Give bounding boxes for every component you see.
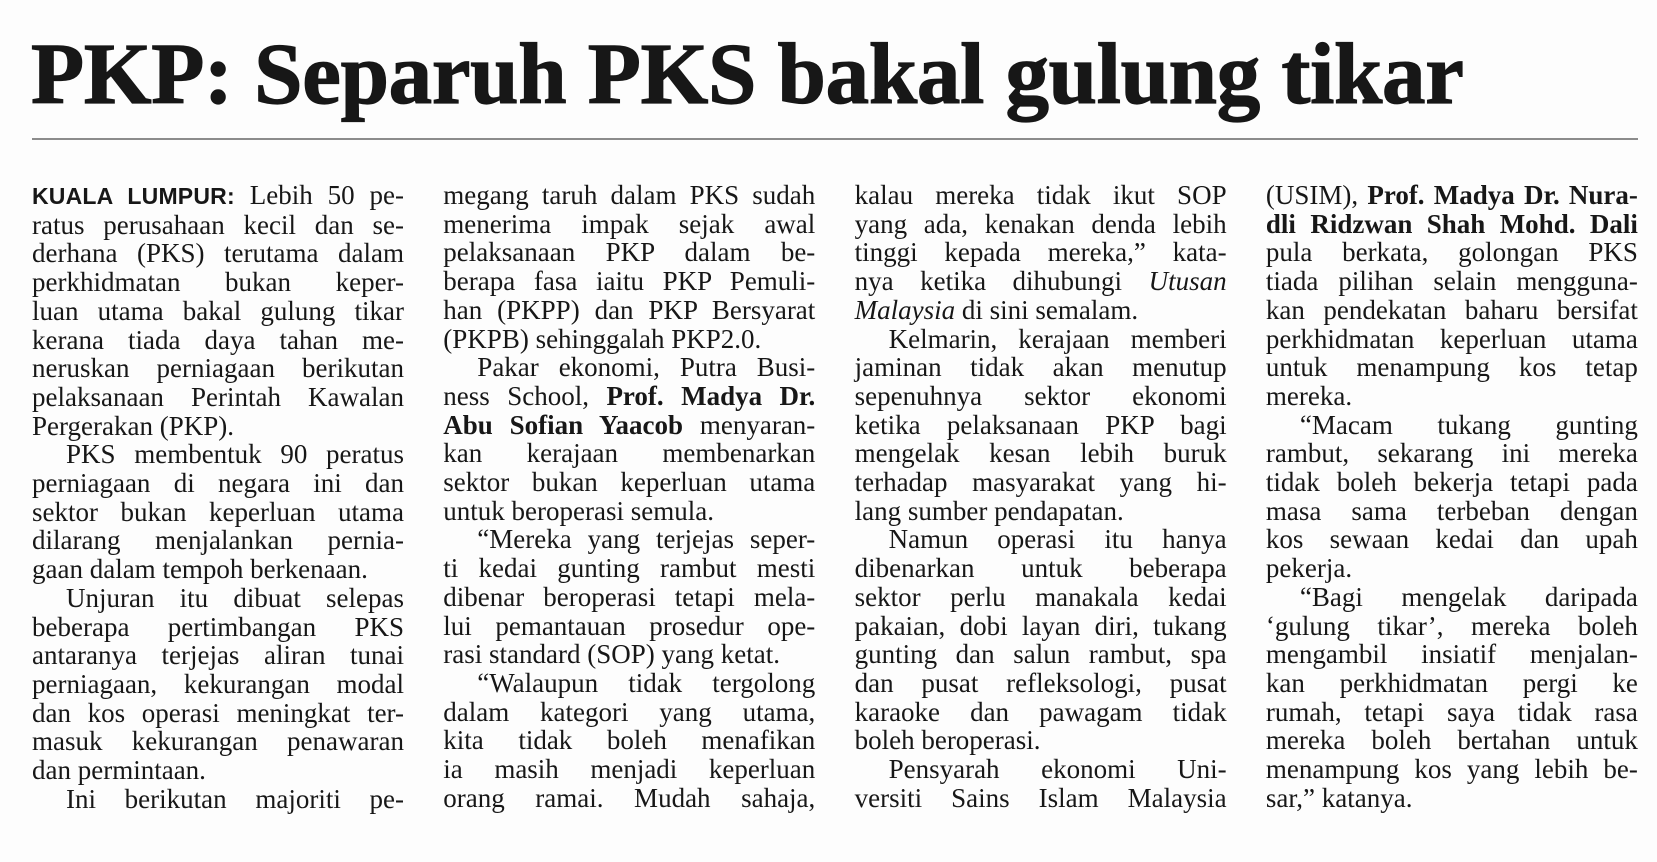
- text-line: jaminan tidak akan menutup: [854, 352, 1227, 383]
- text-line: ‘gulung tikar’, mereka boleh: [1265, 610, 1638, 641]
- text-line: “Mereka yang terjejas seper-: [477, 524, 816, 555]
- text-line: mengelak kesan lebih buruk: [854, 438, 1227, 469]
- text-line: berapa fasa iaitu PKP Pemuli-: [443, 266, 816, 297]
- text-line: dan kos operasi meningkat ter-: [32, 697, 404, 728]
- text-line: pakaian, dobi layan diri, tukang: [854, 610, 1227, 641]
- text-line: Unjuran itu dibuat selepas: [66, 582, 404, 613]
- text-line: “Bagi mengelak daripada: [1299, 581, 1638, 612]
- text-line: “Walaupun tidak tergolong: [477, 667, 816, 698]
- text-line: ketika pelaksanaan PKP bagi: [854, 409, 1227, 440]
- text-run: (USIM),: [1265, 180, 1368, 210]
- article-body: [32, 181, 1638, 813]
- text-line: mengambil insiatif menjalan-: [1265, 639, 1638, 670]
- article-paragraph: [443, 525, 815, 669]
- text-line: [1266, 210, 1638, 239]
- text-line: han (PKPP) dan PKP Bersyarat: [443, 294, 816, 325]
- text-line: rasi standard (SOP) yang ketat.: [443, 639, 780, 670]
- text-line: dilarang menjalankan pernia-: [32, 525, 404, 556]
- text-line: Pakar ekonomi, Putra Busi-: [477, 352, 816, 383]
- article-paragraph: [1266, 411, 1638, 583]
- text-line: kan perkhidmatan pergi ke: [1265, 667, 1638, 698]
- text-line: Kelmarin, kerajaan memberi: [888, 323, 1227, 354]
- text-line: PKS membentuk 90 peratus: [66, 439, 404, 470]
- article-column: [443, 181, 815, 813]
- text-line: gaan dalam tempoh berkenaan.: [32, 554, 368, 585]
- text-line: kan pendekatan baharu bersifat: [1265, 294, 1638, 325]
- bold-text: dli Ridzwan Shah Mohd. Dali: [1265, 208, 1638, 239]
- text-line: sektor perlu manakala kedai: [854, 581, 1227, 612]
- text-line: tiada pilihan selain mengguna-: [1265, 266, 1638, 297]
- text-line: Ini berikutan majoriti pe-: [66, 783, 404, 814]
- text-line: menampung kos yang lebih be-: [1265, 754, 1638, 785]
- text-line: pula berkata, golongan PKS: [1265, 237, 1638, 268]
- text-line: gunting dan salun rambut, spa: [854, 639, 1227, 670]
- text-line: ia masih menjadi keperluan: [443, 754, 816, 785]
- text-line: pekerja.: [1265, 553, 1353, 584]
- headline-rule: [32, 138, 1638, 140]
- text-line: kita tidak boleh menafikan: [443, 725, 816, 756]
- text-run: Lebih 50 pe-: [234, 180, 404, 210]
- bold-text: Prof. Madya Dr. Nura-: [1367, 180, 1638, 210]
- text-line: ratus perusahaan kecil dan se-: [32, 209, 404, 240]
- text-line: pelaksanaan PKP dalam be-: [443, 237, 816, 268]
- text-run: nya ketika dihubungi: [854, 266, 1149, 297]
- text-line: boleh beroperasi.: [854, 725, 1041, 756]
- text-line: neruskan perniagaan berikutan: [32, 353, 404, 384]
- bold-text: Prof. Madya Dr.: [606, 380, 816, 411]
- text-line: [32, 181, 404, 211]
- article-column: [1266, 181, 1638, 813]
- text-line: lui pemantauan prosedur ope-: [443, 610, 816, 641]
- article-paragraph: [443, 181, 815, 353]
- article-column: [855, 181, 1227, 813]
- text-line: beberapa pertimbangan PKS: [32, 611, 404, 642]
- article-paragraph: [1266, 583, 1638, 813]
- text-line: perkhidmatan bukan keper-: [32, 267, 404, 298]
- article-paragraph: [32, 181, 404, 440]
- text-line: perniagaan di negara ini dan: [32, 468, 404, 499]
- text-line: versiti Sains Islam Malaysia: [854, 782, 1227, 813]
- article-paragraph: [443, 669, 815, 813]
- text-line: menerima impak sejak awal: [443, 208, 816, 239]
- text-line: dan permintaan.: [32, 755, 206, 786]
- text-line: Namun operasi itu hanya: [888, 524, 1227, 555]
- text-line: [1266, 181, 1638, 210]
- text-run: menyaran-: [683, 409, 816, 440]
- text-line: [855, 296, 1227, 325]
- text-line: untuk beroperasi semula.: [443, 495, 714, 526]
- text-line: sepenuhnya sektor ekonomi: [854, 380, 1227, 411]
- text-line: yang ada, kenakan denda lebih: [854, 208, 1227, 239]
- text-line: masuk kekurangan penawaran: [32, 726, 404, 757]
- text-line: luan utama bakal gulung tikar: [32, 295, 404, 326]
- text-line: masa sama terbeban dengan: [1265, 495, 1638, 526]
- text-line: megang taruh dalam PKS sudah: [443, 180, 816, 210]
- article-paragraph: [855, 525, 1227, 755]
- text-line: karaoke dan pawagam tidak: [854, 696, 1227, 727]
- text-line: [443, 382, 815, 411]
- text-line: perniagaan, kekurangan modal: [32, 668, 404, 699]
- article-paragraph: [443, 353, 815, 525]
- article-column: [32, 181, 404, 813]
- text-line: tidak boleh bekerja tetapi pada: [1265, 467, 1638, 498]
- text-line: kalau mereka tidak ikut SOP: [854, 180, 1227, 210]
- article-paragraph: [32, 440, 404, 584]
- text-line: derhana (PKS) terutama dalam: [32, 238, 404, 269]
- text-line: rambut, sekarang ini mereka: [1265, 438, 1638, 469]
- text-line: rumah, tetapi saya tidak rasa: [1265, 696, 1638, 727]
- text-line: pelaksanaan Perintah Kawalan: [32, 381, 404, 412]
- article-paragraph: [32, 785, 404, 814]
- article-paragraph: [855, 325, 1227, 526]
- text-line: (PKPB) sehinggalah PKP2.0.: [443, 323, 762, 354]
- text-line: antaranya terjejas aliran tunai: [32, 640, 404, 671]
- text-line: [855, 267, 1227, 296]
- text-line: sektor bukan keperluan utama: [443, 467, 816, 498]
- text-line: “Macam tukang gunting: [1299, 409, 1638, 440]
- text-line: dibenar beroperasi tetapi mela-: [443, 581, 816, 612]
- italic-text: Malaysia: [854, 294, 956, 325]
- text-line: sar,” katanya.: [1265, 782, 1413, 813]
- text-line: mereka.: [1265, 380, 1353, 411]
- bold-text: Abu Sofian Yaacob: [443, 409, 684, 440]
- article-paragraph: [855, 181, 1227, 325]
- text-line: sektor bukan keperluan utama: [32, 496, 404, 527]
- dateline: KUALA LUMPUR:: [32, 183, 235, 209]
- text-line: mereka boleh bertahan untuk: [1265, 725, 1638, 756]
- text-line: kos sewaan kedai dan upah: [1265, 524, 1638, 555]
- text-line: kerana tiada daya tahan me-: [32, 324, 404, 355]
- text-line: dan pusat refleksologi, pusat: [854, 667, 1227, 698]
- text-line: lang sumber pendapatan.: [854, 495, 1124, 526]
- text-line: Pensyarah ekonomi Uni-: [888, 754, 1227, 785]
- text-line: kan kerajaan membenarkan: [443, 438, 816, 469]
- text-line: terhadap masyarakat yang hi-: [854, 467, 1227, 498]
- text-run: ness School,: [443, 380, 607, 411]
- text-run: di sini semalam.: [955, 294, 1139, 325]
- text-line: tinggi kepada mereka,” kata-: [854, 237, 1227, 268]
- text-line: untuk menampung kos tetap: [1265, 352, 1638, 383]
- text-line: ti kedai gunting rambut mesti: [443, 553, 816, 584]
- text-line: [443, 411, 815, 440]
- article-paragraph: [1266, 181, 1638, 411]
- text-line: perkhidmatan keperluan utama: [1265, 323, 1638, 354]
- italic-text: Utusan: [1148, 266, 1227, 297]
- article-paragraph: [855, 755, 1227, 812]
- text-line: Pergerakan (PKP).: [32, 410, 234, 441]
- text-line: dibenarkan untuk beberapa: [854, 553, 1227, 584]
- text-line: dalam kategori yang utama,: [443, 696, 816, 727]
- headline: PKP: Separuh PKS bakal gulung tikar: [31, 25, 1464, 122]
- text-line: orang ramai. Mudah sahaja,: [443, 782, 816, 813]
- article-paragraph: [32, 584, 404, 785]
